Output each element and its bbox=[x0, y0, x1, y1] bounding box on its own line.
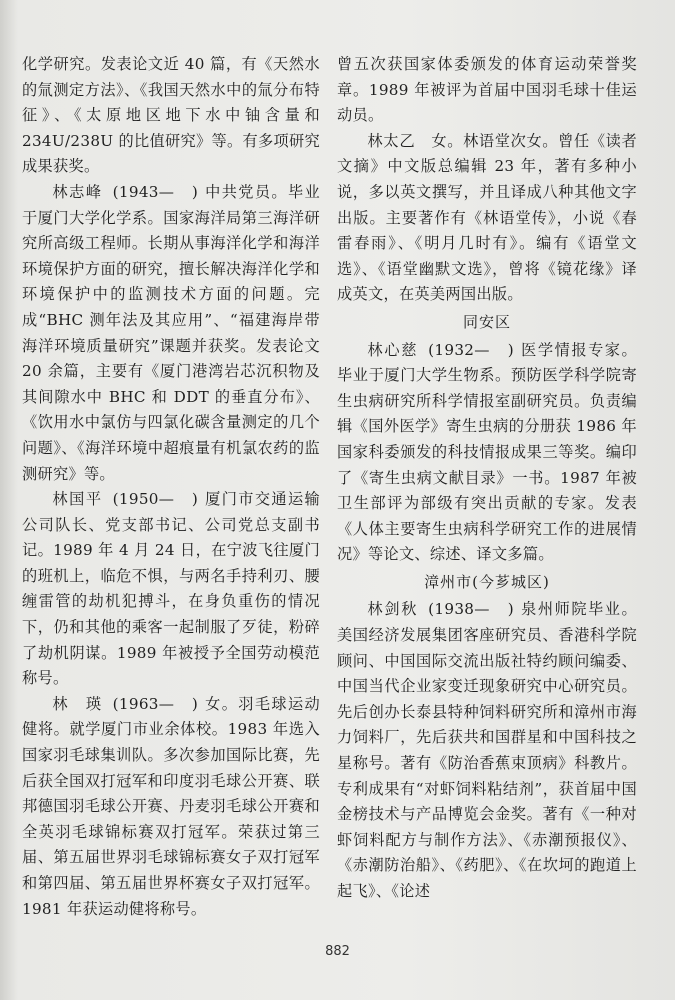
person-name: 林心慈 bbox=[367, 340, 419, 359]
life-years: (1963— ) bbox=[112, 694, 199, 713]
continued-paragraph bbox=[337, 52, 637, 129]
biography-entry bbox=[337, 129, 637, 308]
person-name: 林志峰 bbox=[52, 182, 103, 201]
life-years: (1938— ) bbox=[428, 600, 514, 619]
left-column bbox=[22, 52, 320, 922]
person-name: 林国平 bbox=[52, 490, 103, 509]
entry-text: 泉州师院毕业。美国经济发展集团客座研究员、香港科学院顾问、中国国际交流出版社特约顾问编委、中国当代企业家变迁现象研究中心研究员。先后创办长泰县特种饲料研究所和漳州市海力饲料厂，先后获共和国群星和中国科技之星称号。著有《防治香蕉束顶病》科教片。专利成果有“对虾饲料粘结剂”，获首届中国金榜技术与产品博览会金奖。著有《一种对虾饲料配方与制作方法》、《赤潮预报仪》、《赤潮防治船》、《药肥》、《在坎坷的跑道上起飞》、《论述 bbox=[337, 600, 638, 900]
entry-text: 女。羽毛球运动健将。就学厦门市业余体校。1983 年选入国家羽毛球集训队。多次参加国际比赛，先后获全国双打冠军和印度羽毛球公开赛、联邦德国羽毛球公开赛、丹麦羽毛球公开赛和全英羽毛球锦标赛双打冠军。荣获过第三届、第五届世界羽毛球锦标赛女子双打冠军和第四届、第五届世界杯赛女子双打冠军。1981 年获运动健将称号。 bbox=[22, 694, 320, 918]
biography-entry bbox=[22, 487, 320, 692]
right-column bbox=[337, 52, 637, 905]
biography-entry bbox=[337, 338, 637, 568]
life-years: (1943— ) bbox=[112, 182, 199, 201]
biography-entry bbox=[22, 180, 320, 487]
biography-entry bbox=[22, 692, 320, 922]
entry-text: 曾五次获国家体委颁发的体育运动荣誉奖章。1989 年被评为首届中国羽毛球十佳运动员。 bbox=[337, 55, 637, 125]
entry-text: 医学情报专家。毕业于厦门大学生物系。预防医学科学院寄生虫病研究所科学情报室副研究员。负责编辑《国外医学》寄生虫病的分册获 1986 年国家科委颁发的科技情报成果三等奖。编印了《寄生虫病文献目录》一书。1987 年被卫生部评为部级有突出贡献的专家。发表《人体主要寄生虫病科学研究工作的进展情况》等论文、综述、译文多篇。 bbox=[337, 340, 638, 564]
page-number: 882 bbox=[325, 944, 350, 959]
biography-entry bbox=[337, 597, 637, 904]
entry-text: 女。林语堂次女。曾任《读者文摘》中文版总编辑 23 年，著有多种小说，多以英文撰写，并且译成八种其他文字出版。主要著作有《林语堂传》，小说《春雷春雨》、《明月几时有》。编有《语堂文选》、《语堂幽默文选》，曾将《镜花缘》译成英文，在英美两国出版。 bbox=[337, 131, 638, 304]
life-years: (1932— ) bbox=[428, 340, 514, 359]
life-years: (1950— ) bbox=[112, 490, 199, 509]
section-heading: 漳州市(今芗城区) bbox=[424, 572, 550, 591]
person-name: 林太乙 bbox=[367, 131, 416, 150]
entry-text: 厦门市交通运输公司队长、党支部书记、公司党总支副书记。1989 年 4 月 24 日，在宁波飞往厦门的班机上，临危不惧，与两名手持利刃、腰缠雷管的劫机犯搏斗，在身负重伤的情况下，仍和其他的乘客一起制服了歹徒，粉碎了劫机阴谋。1989 年被授予全国劳动模范称号。 bbox=[22, 490, 320, 688]
entry-text: 化学研究。发表论文近 40 篇，有《天然水的氚测定方法》、《我国天然水中的氚分布特征》、《太原地区地下水中铀含量和234U/238U 的比值研究》等。有多项研究成果获奖。 bbox=[22, 55, 320, 176]
person-name: 林剑秋 bbox=[367, 600, 419, 619]
continued-paragraph bbox=[22, 52, 320, 180]
person-name: 林 瑛 bbox=[52, 694, 103, 713]
section-heading: 同安区 bbox=[462, 312, 511, 331]
entry-text: 中共党员。毕业于厦门大学化学系。国家海洋局第三海洋研究所高级工程师。长期从事海洋化学和海洋环境保护方面的研究，擅长解决海洋化学和环境保护中的监测技术方面的问题。完成“BHC 测年法及其应用”、“福建海岸带海洋环境质量研究”课题并获奖。发表论文 20 余篇，主要有《厦门港湾岩芯沉积物及其间隙水中 BHC 和 DDT 的垂直分布》、《饮用水中氯仿与四氯化碳含量测定的几个问题》、《海洋环境中超痕量有机氯农药的监测研究》等。 bbox=[22, 182, 320, 483]
